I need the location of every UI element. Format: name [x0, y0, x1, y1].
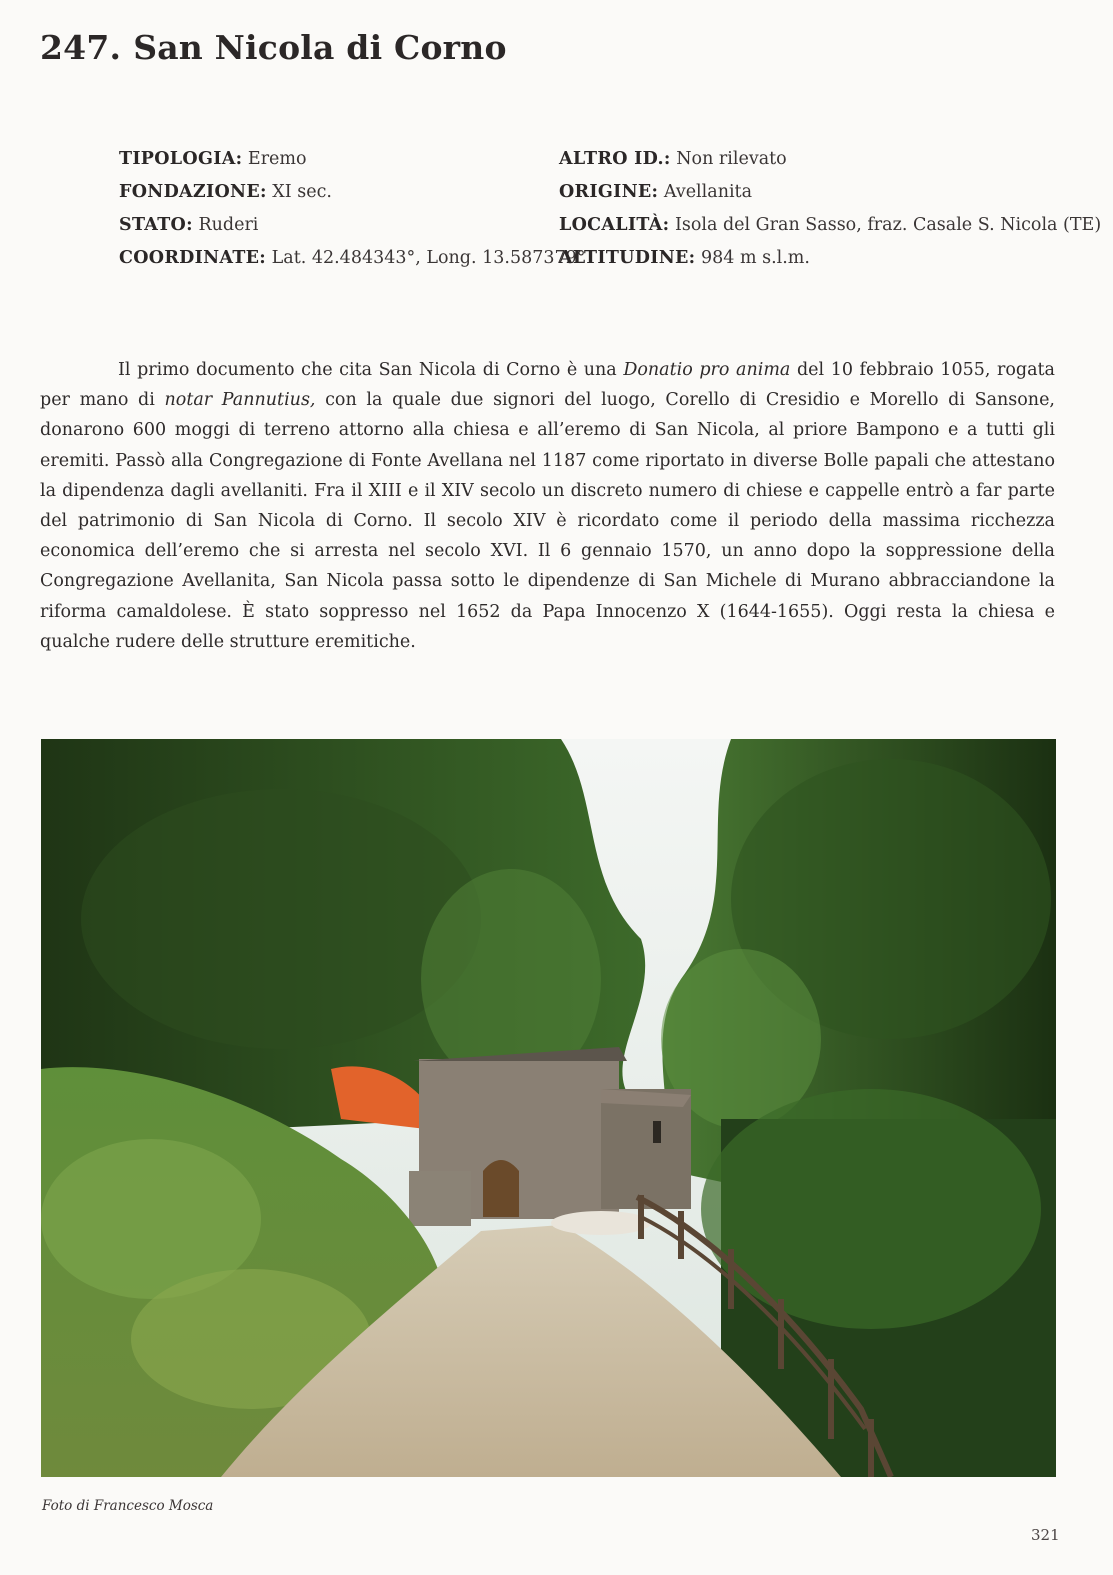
hermitage-window — [653, 1121, 661, 1143]
meta-fondazione — [119, 176, 586, 209]
meta-value: XI sec. — [272, 182, 332, 202]
meta-tipologia — [119, 143, 586, 176]
page-number: 321 — [1031, 1526, 1060, 1544]
hermitage-side-wing — [601, 1089, 691, 1209]
body-text-segment: del 10 febbraio 1055, rogata per mano di — [40, 360, 1055, 411]
left-canopy-highlight — [81, 789, 481, 1049]
body-italic-term: Donatio pro anima — [623, 360, 791, 380]
meta-label: ALTITUDINE: — [559, 248, 696, 268]
entry-number: 247. — [40, 28, 122, 67]
meta-label: TIPOLOGIA: — [119, 149, 243, 169]
ruined-wall — [409, 1171, 471, 1226]
metadata-left-column — [119, 143, 586, 275]
meta-stato — [119, 209, 586, 242]
right-woods-highlight — [701, 1089, 1041, 1329]
meta-altitudine — [559, 242, 1101, 275]
meta-value: Non rilevato — [676, 149, 787, 169]
meta-label: LOCALITÀ: — [559, 215, 670, 235]
meta-label: STATO: — [119, 215, 193, 235]
meta-label: ORIGINE: — [559, 182, 659, 202]
meta-value: 984 m s.l.m. — [700, 248, 810, 268]
meta-label: FONDAZIONE: — [119, 182, 267, 202]
body-text-segment: Il primo documento che cita San Nicola di Corno è una — [118, 360, 624, 380]
page-title — [40, 28, 507, 67]
meta-value: Eremo — [247, 149, 307, 169]
meta-label: COORDINATE: — [119, 248, 267, 268]
meta-value: Lat. 42.484343°, Long. 13.587379° — [271, 248, 586, 268]
meta-origine — [559, 176, 1101, 209]
meta-localita — [559, 209, 1101, 242]
rock-pile — [551, 1211, 651, 1235]
hermitage-photo — [41, 739, 1056, 1477]
meta-value: Avellanita — [663, 182, 753, 202]
meta-altro-id — [559, 143, 1101, 176]
body-text-segment: con la quale due signori del luogo, Corello di Cresidio e Morello di Sansone, donarono 600 moggi di terreno attorno alla chiesa e all’eremo di San Nicola, al priore Bampono e a tutti gli eremiti. Passò alla Congregazione di Fonte Avellana nel 1187 come riportato in diverse Bolle papali che attestano la dipendenza dagli avellaniti. Fra il XIII e il XIV secolo un discreto numero di chiese e cappelle entrò a far parte del patrimonio di San Nicola di Corno. Il secolo XIV è ricordato come il periodo della massima ricchezza economica dell’eremo che si arresta nel secolo XVI. Il 6 gennaio 1570, un anno dopo la soppressione della Congregazione Avellanita, San Nicola passa sotto le dipendenze di San Michele di Murano abbracciandone la riforma camaldolese. È stato soppresso nel 1652 da Papa Innocenzo X (1644-1655). Oggi resta la chiesa e qualche rudere delle strutture eremitiche. — [40, 390, 1055, 652]
body-italic-term: notar Pannutius, — [164, 390, 316, 411]
body-paragraph — [40, 355, 1055, 657]
meta-value: Ruderi — [198, 215, 259, 235]
metadata-right-column — [559, 143, 1101, 275]
photo-caption: Foto di Francesco Mosca — [42, 1498, 214, 1514]
meta-label: ALTRO ID.: — [559, 149, 671, 169]
hermitage-door — [483, 1160, 519, 1217]
meta-value: Isola del Gran Sasso, fraz. Casale S. Nicola (TE) — [674, 215, 1102, 235]
photo-illustration — [41, 739, 1056, 1477]
entry-title: San Nicola di Corno — [133, 28, 507, 67]
meta-coordinate — [119, 242, 586, 275]
